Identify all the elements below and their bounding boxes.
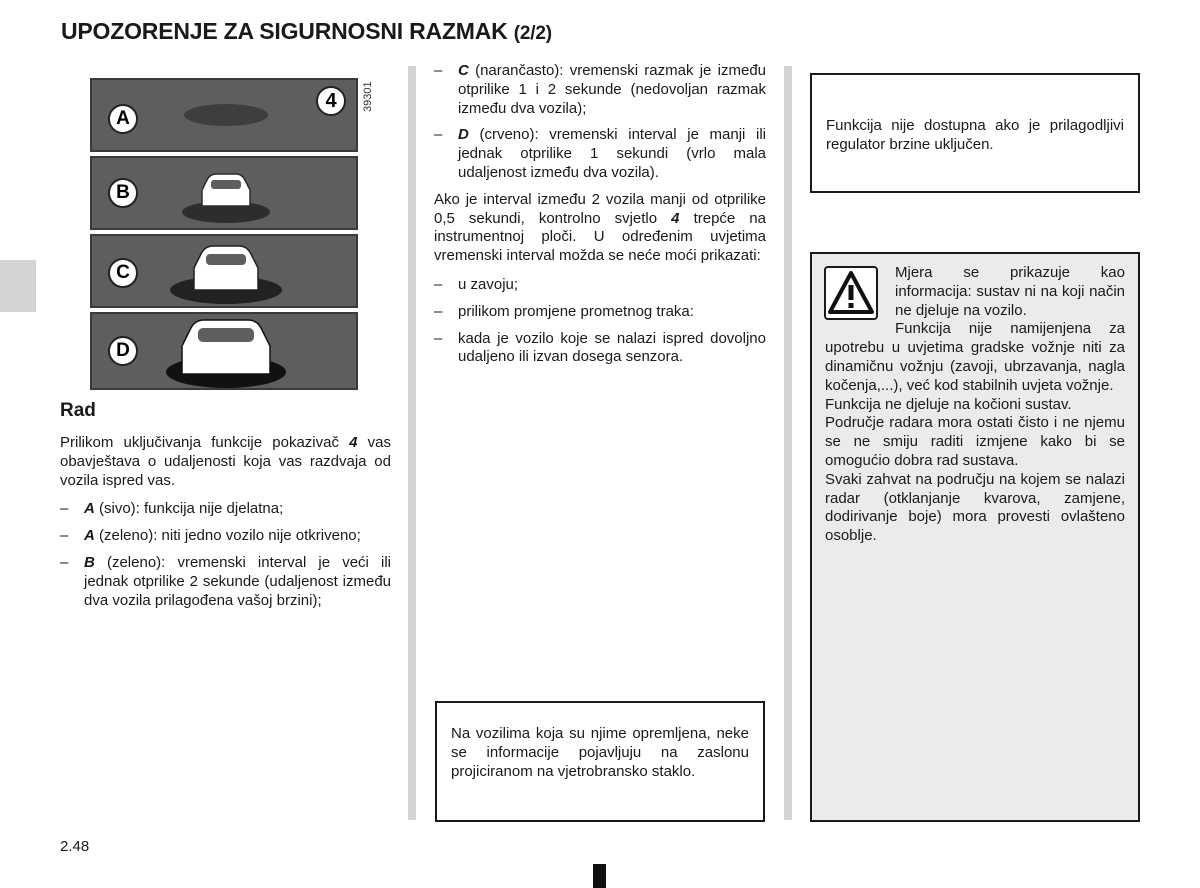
hud-note-box	[435, 701, 765, 822]
panel-letter-b: B	[108, 178, 138, 208]
item-text: kada je vozilo koje se nalazi ispred dovoljno udaljeno ili izvan dosega senzora.	[458, 329, 766, 366]
info-box-text: Funkcija nije dostupna ako je prilagodljivi regulator brzine uključen.	[826, 117, 1124, 153]
para-text-1: Ako je interval između 2 vozila manji od otprilike 0,5 sekundi, kontrolno svjetlo	[434, 190, 766, 227]
image-code: 39301	[362, 81, 374, 112]
item-text: (sivo): funkcija nije djelatna;	[94, 500, 284, 518]
dash-mark: –	[60, 527, 69, 545]
empty-road-shadow	[184, 104, 268, 126]
chapter-tab	[0, 260, 36, 312]
warning-para	[825, 320, 1125, 395]
warning-line: Područje radara mora ostati čisto i ne njemu se ne smiju raditi izmjene kako bi se omogućio dobra rad sustava.	[825, 414, 1125, 469]
dash-mark: –	[60, 500, 69, 518]
panel-c	[90, 234, 358, 308]
item-text: (narančasto): vremenski razmak je između otprilike 1 i 2 sekunde (nedovoljan razmak između dva vozila);	[458, 62, 766, 117]
column-divider-right	[784, 66, 792, 820]
list-item	[60, 554, 391, 610]
item-text: u zavoju;	[458, 275, 519, 293]
dash-mark: –	[434, 329, 443, 347]
item-key: D	[458, 126, 469, 144]
intro-text-1: Prilikom uključivanja funkcije pokazivač	[60, 434, 350, 451]
item-text: (crveno): vremenski interval je manji ili jednak otprilike 1 sekundi (vrlo mala udaljenost između dva vozila).	[458, 126, 766, 181]
conditions-list	[434, 276, 766, 367]
list-item	[60, 500, 391, 519]
page-number: 2.48	[60, 838, 90, 855]
item-key: A	[84, 527, 95, 545]
warning-para	[825, 414, 1125, 470]
item-text: (zeleno): vremenski interval je veći ili jednak otprilike 2 sekunde (udaljenost između dva vozila prilagođena vašoj brzini);	[84, 553, 391, 609]
title-part: (2/2)	[513, 23, 552, 44]
item-key: B	[84, 553, 95, 571]
item-key: A	[84, 500, 95, 518]
page-edge-mark	[593, 864, 606, 888]
dash-mark: –	[434, 126, 443, 144]
item-text: prilikom promjene prometnog traka:	[458, 302, 694, 320]
para-text-2: trepće na instrumentnoj ploči. U određenim uvjetima vremenski interval možda se neće moći prikazati:	[434, 209, 766, 265]
section-heading: Rad	[60, 400, 96, 421]
car-small-icon	[180, 160, 272, 228]
list-item	[434, 126, 766, 182]
hud-note-text: Na vozilima koja su njime opremljena, neke se informacije pojavljuju na zaslonu projiciranom na vjetrobransko staklo.	[451, 725, 749, 780]
intro-paragraph	[60, 434, 391, 490]
panel-d	[90, 312, 358, 390]
car-large-icon	[160, 316, 292, 390]
status-list-middle	[434, 62, 766, 183]
distance-indicator-figure	[90, 78, 358, 390]
list-item	[434, 330, 766, 368]
panel-letter-a: A	[108, 104, 138, 134]
item-text: (zeleno): niti jedno vozilo nije otkriveno;	[94, 527, 361, 545]
list-item	[434, 62, 766, 118]
callout-4-badge: 4	[316, 86, 346, 116]
dash-mark: –	[434, 302, 443, 320]
warning-line: Mjera se prikazuje kao informacija: sustav ni na koji način ne djeluje na vozilo.	[895, 264, 1125, 319]
list-item	[434, 303, 766, 322]
page-title	[61, 18, 552, 45]
list-item	[434, 276, 766, 295]
column-divider-left	[408, 66, 416, 820]
intro-text-2: vas obavještava o udaljenosti koja vas razdvaja od vozila ispred vas.	[60, 434, 392, 489]
warning-para	[825, 471, 1125, 546]
status-list-left	[60, 500, 391, 610]
intro-key: 4	[349, 434, 358, 451]
warning-para	[825, 396, 1125, 415]
warning-line: Svaki zahvat na području na kojem se nalazi radar (otklanjanje kvarova, zamjene, dodirivanje boje) mora provesti ovlašteno osoblje.	[825, 470, 1125, 545]
middle-column	[434, 62, 766, 375]
left-column	[60, 400, 391, 618]
dash-mark: –	[434, 275, 443, 293]
warning-box	[810, 252, 1140, 822]
para-key: 4	[671, 209, 680, 227]
item-key: C	[458, 62, 469, 79]
panel-letter-c: C	[108, 258, 138, 288]
car-medium-icon	[168, 238, 284, 308]
dash-mark: –	[434, 62, 443, 79]
list-item	[60, 527, 391, 546]
warning-triangle-icon	[824, 266, 878, 320]
warning-line: Funkcija nije namijenjena za upotrebu u uvjetima gradske vožnje niti za dinamičnu vožnju (zavoji, ubrzavanja, nagla kočenja,...), već kod stabilnih uvjeta vožnje.	[825, 320, 1125, 394]
info-box	[810, 73, 1140, 193]
panel-a	[90, 78, 358, 152]
dash-mark: –	[60, 553, 69, 571]
warning-line: Funkcija ne djeluje na kočioni sustav.	[825, 395, 1072, 413]
panel-b	[90, 156, 358, 230]
title-text: UPOZORENJE ZA SIGURNOSNI RAZMAK	[61, 18, 508, 44]
panel-letter-d: D	[108, 336, 138, 366]
blink-paragraph	[434, 191, 766, 266]
